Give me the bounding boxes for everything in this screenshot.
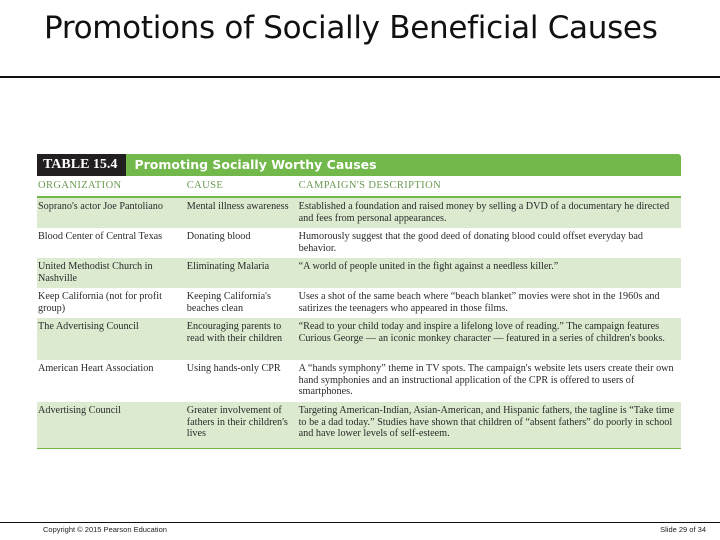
cell-description: A “hands symphony” theme in TV spots. The campaign's website lets users create their own hand symphonies and an instructional application of the CPR is offered to users of smartphones. (298, 363, 674, 398)
cell-cause: Eliminating Malaria (186, 261, 270, 272)
footer-divider (0, 522, 720, 523)
cell-cause: Mental illness awareness (186, 201, 289, 212)
cell-cause: Greater involvement of fathers in their children's lives (186, 405, 288, 440)
column-header-organization: ORGANIZATION (38, 180, 122, 191)
cell-organization: The Advertising Council (38, 321, 139, 332)
copyright-text: Copyright © 2015 Pearson Education (43, 525, 167, 534)
table-row (37, 198, 681, 228)
table-number: TABLE 15.4 (37, 154, 126, 176)
table-row (37, 318, 681, 360)
cell-description: “Read to your child today and inspire a lifelong love of reading.” The campaign features Curious George — an iconic monkey character — featured in a series of children's books. (298, 321, 665, 344)
table-row (37, 228, 681, 258)
table-row (37, 258, 681, 288)
table-row (37, 402, 681, 449)
table-banner (37, 154, 681, 176)
cell-description: Uses a shot of the same beach where “beach blanket” movies were shot in the 1960s and satirizes the teenagers who appeared in those films. (298, 291, 660, 314)
cell-organization: United Methodist Church in Nashville (38, 261, 153, 284)
table-caption: Promoting Socially Worthy Causes (134, 157, 377, 172)
column-headers (37, 176, 681, 198)
cell-description: “A world of people united in the fight against a needless killer.” (298, 261, 559, 272)
cell-description: Targeting American-Indian, Asian-American, and Hispanic fathers, the tagline is “Take time to be a dad today.” Studies have shown that children of “absent fathers” do poorly in school and have lower levels of self-esteem. (298, 405, 675, 440)
slide-title: Promotions of Socially Beneficial Causes (44, 10, 658, 46)
cell-organization: Advertising Council (38, 405, 121, 416)
cell-organization: Blood Center of Central Texas (38, 231, 163, 242)
cell-cause: Keeping California's beaches clean (186, 291, 271, 314)
cell-organization: American Heart Association (38, 363, 154, 374)
cell-cause: Encouraging parents to read with their children (186, 321, 283, 344)
table-row (37, 288, 681, 318)
cell-cause: Donating blood (186, 231, 251, 242)
column-header-cause: CAUSE (186, 180, 224, 191)
slide-number: Slide 29 of 34 (660, 525, 706, 534)
title-divider (0, 76, 720, 78)
table-row (37, 360, 681, 402)
cell-organization: Keep California (not for profit group) (38, 291, 162, 314)
column-header-description: CAMPAIGN'S DESCRIPTION (298, 180, 442, 191)
cell-description: Established a foundation and raised money by selling a DVD of a documentary he directed and fees from personal appearances. (298, 201, 670, 224)
cell-description: Humorously suggest that the good deed of donating blood could offset everyday bad behavior. (298, 231, 644, 254)
cell-cause: Using hands-only CPR (186, 363, 281, 374)
cell-organization: Soprano's actor Joe Pantoliano (38, 201, 163, 212)
causes-table (37, 154, 681, 449)
